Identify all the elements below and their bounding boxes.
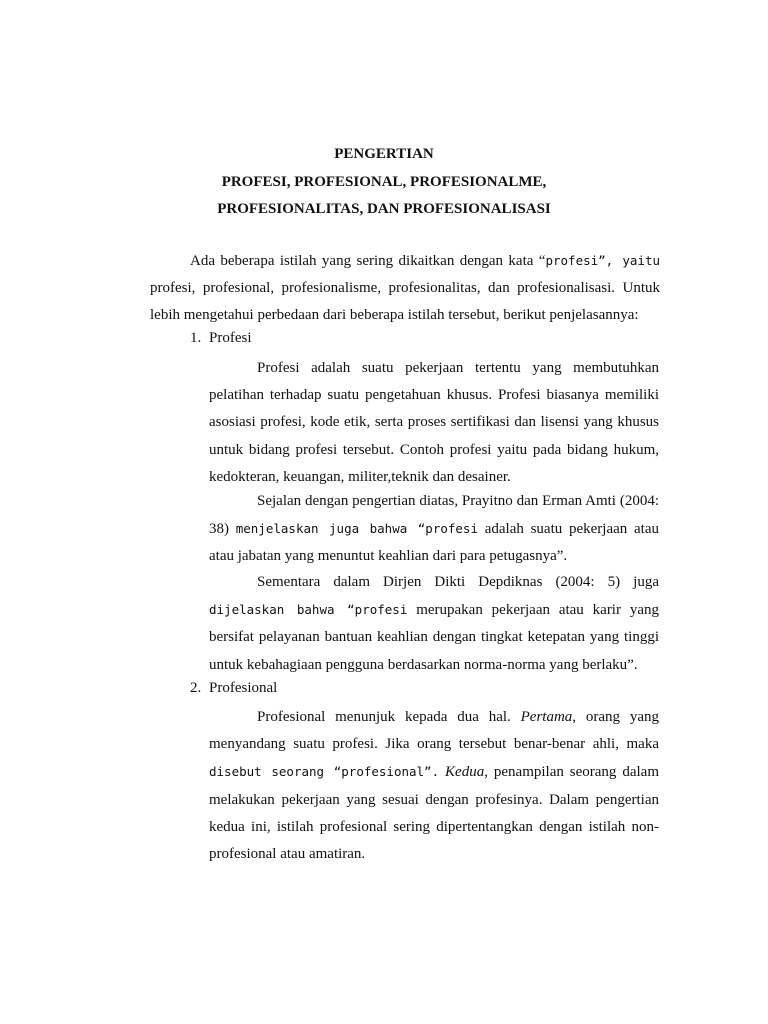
section-1-paragraph-2: Sejalan dengan pengertian diatas, Prayitno dan Erman Amti (2004: 38) menjelaskan juga bahwa “profesi adalah suatu pekerjaan atau atau jabatan yang menuntut keahlian dari para petugasnya”. — [209, 493, 659, 565]
intro-paragraph: Ada beberapa istilah yang sering dikaitkan dengan kata “profesi”, yaitu profesi, profesional, profesionalisme, profesionalitas, dan profesionalisasi. Untuk lebih mengetahui perbedaan dari beberapa istilah tersebut, berikut penjelasannya: — [150, 253, 660, 324]
section-1-paragraph-1: Profesi adalah suatu pekerjaan tertentu yang membutuhkan pelatihan terhadap suatu pengetahuan khusus. Profesi biasanya memiliki asosiasi profesi, kode etik, serta proses sertifikasi dan lisensi yang khusus untuk bidang profesi tersebut. Contoh profesi yaitu pada bidang hukum, kedokteran, keuangan, militer,teknik dan desainer. — [209, 360, 659, 485]
section-2-heading: 2. Profesional — [190, 680, 278, 696]
title-line-2: PROFESI, PROFESIONAL, PROFESIONALME, — [221, 174, 547, 190]
section-2-paragraph-1: Profesional menunjuk kepada dua hal. Pertama, orang yang menyandang suatu profesi. Jika orang tersebut benar-benar ahli, maka disebut seorang “profesional”. Kedua, penampilan seorang dalam melakukan pekerjaan yang sesuai dengan profesinya. Dalam pengertian kedua ini, istilah profesional sering dipertentangkan dengan istilah non-profesional atau amatiran. — [209, 709, 659, 863]
title-line-1: PENGERTIAN — [334, 146, 434, 162]
section-1-paragraph-3: Sementara dalam Dirjen Dikti Depdiknas (2004: 5) juga dijelaskan bahwa “profesi merupakan pekerjaan atau karir yang bersifat pelayanan bantuan keahlian dengan tingkat ketepatan yang tinggi untuk kebahagiaan pengguna berdasarkan norma-norma yang berlaku”. — [209, 574, 659, 673]
section-1-heading: 1. Profesi — [190, 330, 252, 346]
title-line-3: PROFESIONALITAS, DAN PROFESIONALISASI — [217, 201, 551, 217]
